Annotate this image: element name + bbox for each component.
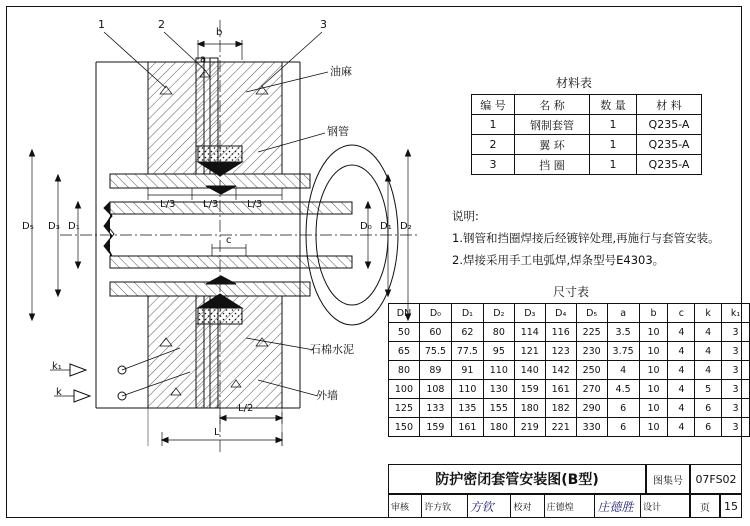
material-header-qty: 数 量 [590, 95, 637, 115]
size-header: D₃ [514, 304, 545, 323]
table-row [389, 323, 750, 342]
size-header: D₀ [419, 304, 451, 323]
callout-3: 3 [320, 18, 327, 31]
size-cell: 4 [668, 342, 695, 361]
size-header: c [668, 304, 695, 323]
size-cell: 3 [722, 342, 750, 361]
size-cell: 80 [483, 323, 514, 342]
dim-d1-left: D₁ [68, 221, 80, 232]
material-cell: 1 [472, 115, 515, 135]
size-header: b [639, 304, 668, 323]
note-item-2: 2.焊接采用手工电弧焊,焊条型号E4303。 [452, 252, 665, 267]
size-cell: 4 [668, 361, 695, 380]
size-cell: 3 [722, 323, 750, 342]
dim-l2: L/2 [238, 403, 254, 414]
size-cell: 225 [576, 323, 607, 342]
size-cell: 10 [639, 418, 668, 437]
table-row [389, 380, 750, 399]
size-cell: 330 [576, 418, 607, 437]
table-row [389, 342, 750, 361]
size-cell: 125 [389, 399, 420, 418]
size-cell: 50 [389, 323, 420, 342]
material-cell: 翼 环 [515, 135, 590, 155]
size-header: D₄ [545, 304, 576, 323]
size-cell: 3 [722, 361, 750, 380]
material-cell: 挡 圈 [515, 155, 590, 175]
size-cell: 159 [514, 380, 545, 399]
annotation-steel-pipe: 钢管 [327, 125, 349, 138]
size-cell: 219 [514, 418, 545, 437]
size-cell: 10 [639, 342, 668, 361]
material-cell: 1 [590, 155, 637, 175]
annotation-outer-wall: 外墙 [316, 389, 338, 402]
size-cell: 161 [545, 380, 576, 399]
size-cell: 3 [722, 399, 750, 418]
size-cell: 80 [389, 361, 420, 380]
size-cell: 5 [695, 380, 722, 399]
dim-l3-c: L/3 [247, 199, 263, 210]
size-cell: 3 [722, 418, 750, 437]
dim-d0-right: D₀ [360, 221, 372, 232]
dim-l3-a: L/3 [160, 199, 176, 210]
size-cell: 77.5 [451, 342, 483, 361]
size-cell: 3.5 [607, 323, 639, 342]
size-cell: 10 [639, 399, 668, 418]
atlas-number-value: 07FS02 [690, 464, 742, 494]
size-header: k [695, 304, 722, 323]
size-cell: 4 [668, 323, 695, 342]
size-cell: 180 [514, 399, 545, 418]
table-header-row [472, 95, 702, 115]
size-cell: 60 [419, 323, 451, 342]
size-cell: 3.75 [607, 342, 639, 361]
annotation-oil-hemp: 油麻 [330, 65, 352, 78]
material-header-no: 编 号 [472, 95, 515, 115]
size-cell: 91 [451, 361, 483, 380]
table-row [389, 361, 750, 380]
material-cell: 1 [590, 135, 637, 155]
size-cell: 62 [451, 323, 483, 342]
dim-c: c [226, 235, 232, 246]
size-header: D₂ [483, 304, 514, 323]
page-number: 15 [720, 494, 742, 518]
size-cell: 116 [545, 323, 576, 342]
size-cell: 6 [607, 418, 639, 437]
notes-block [452, 206, 732, 272]
size-header: a [607, 304, 639, 323]
callout-1: 1 [98, 18, 105, 31]
dim-a: a [200, 54, 207, 65]
size-header: k₁ [722, 304, 750, 323]
sign-name-checker: 庄德煌 [545, 495, 596, 517]
dim-l3-b: L/3 [203, 199, 219, 210]
size-cell: 4.5 [607, 380, 639, 399]
dim-d3-left: D₃ [48, 221, 60, 232]
table-row [472, 135, 702, 155]
size-cell: 100 [389, 380, 420, 399]
size-header: D₅ [576, 304, 607, 323]
table-row [472, 155, 702, 175]
material-cell: 3 [472, 155, 515, 175]
size-cell: 140 [514, 361, 545, 380]
size-cell: 155 [483, 399, 514, 418]
size-cell: 133 [419, 399, 451, 418]
size-cell: 121 [514, 342, 545, 361]
size-cell: 130 [483, 380, 514, 399]
size-cell: 230 [576, 342, 607, 361]
size-cell: 10 [639, 323, 668, 342]
sign-label-check: 校对 [511, 495, 544, 517]
size-cell: 180 [483, 418, 514, 437]
sign-signature-checker: 庄德胜 [595, 495, 641, 517]
size-header: D₁ [451, 304, 483, 323]
size-cell: 108 [419, 380, 451, 399]
size-cell: 182 [545, 399, 576, 418]
size-cell: 6 [695, 418, 722, 437]
material-header-material: 材 料 [637, 95, 702, 115]
material-table [471, 94, 702, 175]
size-cell: 10 [639, 380, 668, 399]
size-cell: 3 [722, 380, 750, 399]
size-cell: 123 [545, 342, 576, 361]
size-table [388, 303, 750, 437]
size-cell: 110 [451, 380, 483, 399]
dim-d5-left: D₅ [22, 221, 34, 232]
table-row [389, 418, 750, 437]
page-label: 页 [690, 494, 720, 518]
sign-label-review: 审核 [389, 495, 422, 517]
size-cell: 4 [695, 361, 722, 380]
material-cell: Q235-A [637, 155, 702, 175]
dim-l: L [214, 427, 220, 438]
size-cell: 4 [668, 418, 695, 437]
size-table-title: 尺寸表 [553, 285, 590, 299]
dim-b: b [216, 27, 223, 38]
size-cell: 135 [451, 399, 483, 418]
size-cell: 150 [389, 418, 420, 437]
table-row [472, 115, 702, 135]
material-cell: Q235-A [637, 115, 702, 135]
material-cell: 2 [472, 135, 515, 155]
drawing-title: 防护密闭套管安装图(B型) [388, 464, 646, 494]
sign-name-reviewer: 许方钦 [422, 495, 468, 517]
size-cell: 4 [695, 342, 722, 361]
note-item-1: 1.钢管和挡圈焊接后经镀锌处理,再施行与套管安装。 [452, 230, 720, 245]
table-header-row [389, 304, 750, 323]
callout-2: 2 [158, 18, 165, 31]
size-cell: 4 [668, 380, 695, 399]
material-header-name: 名 称 [515, 95, 590, 115]
size-cell: 290 [576, 399, 607, 418]
size-cell: 6 [607, 399, 639, 418]
size-cell: 4 [695, 323, 722, 342]
size-cell: 10 [639, 361, 668, 380]
material-cell: Q235-A [637, 135, 702, 155]
table-row [389, 399, 750, 418]
sign-signature-reviewer: 方钦 [468, 495, 512, 517]
atlas-number-label: 图集号 [646, 464, 690, 494]
weld-symbol-k: k [56, 387, 62, 398]
size-cell: 89 [419, 361, 451, 380]
size-cell: 221 [545, 418, 576, 437]
dim-d1-right: D₁ [380, 221, 392, 232]
size-cell: 250 [576, 361, 607, 380]
size-cell: 65 [389, 342, 420, 361]
size-cell: 161 [451, 418, 483, 437]
size-cell: 75.5 [419, 342, 451, 361]
size-cell: 142 [545, 361, 576, 380]
size-cell: 159 [419, 418, 451, 437]
material-table-title: 材料表 [556, 76, 593, 90]
material-cell: 1 [590, 115, 637, 135]
size-cell: 4 [668, 399, 695, 418]
annotation-asbestos-cement: 石棉水泥 [310, 343, 354, 356]
signature-row [388, 494, 690, 518]
dim-d2-right: D₂ [400, 221, 412, 232]
size-cell: 110 [483, 361, 514, 380]
size-cell: 114 [514, 323, 545, 342]
weld-symbol-k1: k₁ [52, 361, 62, 372]
sign-label-design: 设计 [642, 502, 661, 513]
size-cell: 4 [607, 361, 639, 380]
size-cell: 6 [695, 399, 722, 418]
size-cell: 95 [483, 342, 514, 361]
material-cell: 钢制套管 [515, 115, 590, 135]
size-cell: 270 [576, 380, 607, 399]
notes-title: 说明: [452, 209, 479, 223]
size-header: DN [389, 304, 420, 323]
